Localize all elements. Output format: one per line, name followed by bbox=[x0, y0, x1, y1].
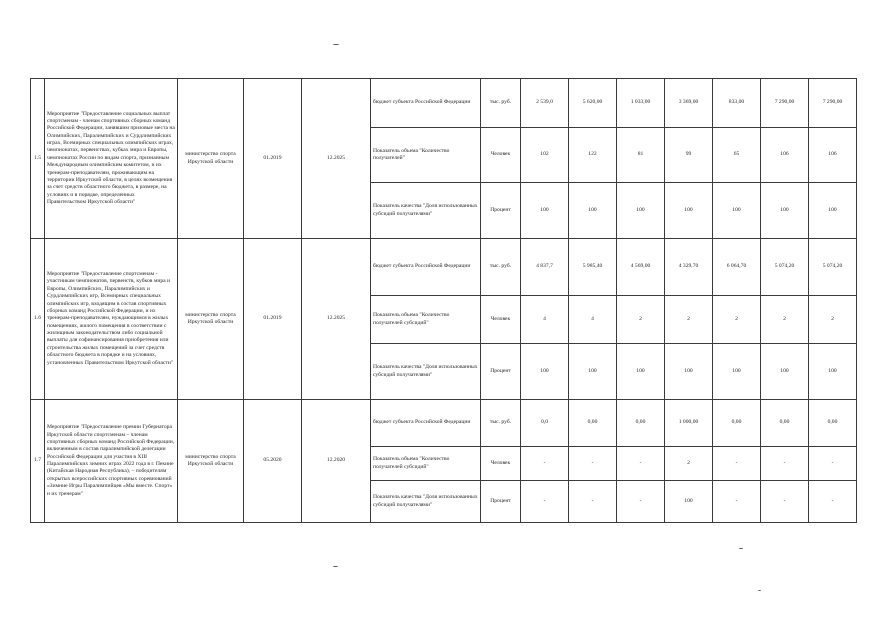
value-cell: 6 064,70 bbox=[713, 239, 761, 296]
scan-mark bbox=[333, 44, 339, 45]
value-cell: - bbox=[569, 481, 617, 523]
unit: тыс. руб. bbox=[481, 239, 521, 296]
unit: тыс. руб. bbox=[481, 400, 521, 447]
value-cell: 100 bbox=[713, 183, 761, 239]
value-cell: 100 bbox=[521, 344, 569, 400]
scan-mark bbox=[739, 548, 743, 549]
value-cell: - bbox=[521, 481, 569, 523]
value-cell: 7 290,00 bbox=[761, 79, 809, 128]
value-cell: 100 bbox=[761, 344, 809, 400]
value-cell: - bbox=[569, 447, 617, 481]
start-date: 01.2019 bbox=[244, 239, 302, 400]
program-table bbox=[30, 78, 857, 523]
value-cell: - bbox=[761, 447, 809, 481]
value-cell: 4 569,00 bbox=[617, 239, 665, 296]
value-cell: 100 bbox=[665, 344, 713, 400]
indicator: Показатель объема "Количество получателей субсидий" bbox=[371, 296, 481, 344]
executor: министерство спорта Иркутской области bbox=[178, 239, 244, 400]
value-cell: - bbox=[713, 447, 761, 481]
end-date: 12.2025 bbox=[302, 239, 371, 400]
value-cell: 0,00 bbox=[809, 400, 857, 447]
indicator: Показатель качества "Доля использованных субсидий получателями" bbox=[371, 481, 481, 523]
indicator: бюджет субъекта Российской Федерации bbox=[371, 400, 481, 447]
activity-description: Мероприятие "Предоставление спортсменам - участникам чемпионатов, первенств, кубков мира и Европы, Олимпийских, Паралимпийских и Сурдлимпийских игр, Всемирных специальных олимпийских игр, входящим в состав спортивных сборных команд Российской Федерации, и их тренерам-преподавателям, нуждающимся в жилых помещениях, жилого помещения в соответствии с жилищным законодательством либо социальной выплаты для софинансирования приобретения или строительства жилых помещений за счет средств областного бюджета в порядке и на условиях, установленных Правительством Иркутской области" bbox=[45, 239, 178, 400]
value-cell: 0,00 bbox=[761, 400, 809, 447]
value-cell: 100 bbox=[665, 183, 713, 239]
indicator: бюджет субъекта Российской Федерации bbox=[371, 79, 481, 128]
value-cell: 2 bbox=[761, 296, 809, 344]
end-date: 12.2025 bbox=[302, 79, 371, 239]
unit: Человек bbox=[481, 128, 521, 183]
value-cell: 81 bbox=[617, 128, 665, 183]
value-cell: 0,00 bbox=[569, 400, 617, 447]
value-cell: 100 bbox=[761, 183, 809, 239]
value-cell: 1 033,00 bbox=[617, 79, 665, 128]
unit: Человек bbox=[481, 296, 521, 344]
value-cell: - bbox=[809, 447, 857, 481]
value-cell: - bbox=[713, 481, 761, 523]
value-cell: 2 539,0 bbox=[521, 79, 569, 128]
value-cell: - bbox=[809, 481, 857, 523]
value-cell: - bbox=[521, 447, 569, 481]
activity-description: Мероприятие "Предоставление премии Губернатора Иркутской области спортсменам – членам спортивных сборных команд Российской Федерации, включенным в состав паралимпийской делегации Российской Федерации для участия в XIII Паралимпийских зимних играх 2022 года в г. Пекине (Китайская Народная Республика), – победителям открытых всероссийских спортивных соревнований «Зимние Игры Паралимпийцев «Мы вместе. Спорт» и их тренерам" bbox=[45, 400, 178, 523]
row-number: 1.6 bbox=[31, 239, 45, 400]
value-cell: 7 290,00 bbox=[809, 79, 857, 128]
value-cell: 99 bbox=[665, 128, 713, 183]
value-cell: 100 bbox=[665, 481, 713, 523]
unit: Процент bbox=[481, 481, 521, 523]
value-cell: 2 bbox=[665, 447, 713, 481]
value-cell: 5 074,20 bbox=[761, 239, 809, 296]
scan-mark bbox=[333, 566, 338, 567]
value-cell: - bbox=[617, 481, 665, 523]
table-row bbox=[31, 239, 857, 296]
value-cell: 102 bbox=[521, 128, 569, 183]
value-cell: 100 bbox=[521, 183, 569, 239]
value-cell: 0,00 bbox=[617, 400, 665, 447]
end-date: 12.2020 bbox=[302, 400, 371, 523]
value-cell: 0,00 bbox=[713, 400, 761, 447]
indicator: Показатель объема "Количество получателей субсидий" bbox=[371, 447, 481, 481]
value-cell: 3 369,00 bbox=[665, 79, 713, 128]
value-cell: 122 bbox=[569, 128, 617, 183]
value-cell: 100 bbox=[617, 183, 665, 239]
table-row bbox=[31, 400, 857, 447]
unit: Процент bbox=[481, 183, 521, 239]
unit: Процент bbox=[481, 344, 521, 400]
executor: министерство спорта Иркутской области bbox=[178, 400, 244, 523]
value-cell: 2 bbox=[665, 296, 713, 344]
activity-description: Мероприятие "Предоставление социальных выплат спортсменам - членам спортивных сборных команд Российской Федерации, занявшим призовые места на Олимпийских, Паралимпийских и Сурдлимпийских играх, Всемирных специальных олимпийских играх, чемпионатах, первенствах, кубках мира и Европы, чемпионатах России по видам спорта, признанным Международным олимпийским комитетом, и их тренерам-преподавателям, проживающим на территории Иркутской области, в целях возмещения за счет средств областного бюджета, в размере, на условиях и в порядке, определенных Правительством Иркутской области" bbox=[45, 79, 178, 239]
value-cell: 2 bbox=[713, 296, 761, 344]
value-cell: 833,00 bbox=[713, 79, 761, 128]
value-cell: 106 bbox=[761, 128, 809, 183]
value-cell: - bbox=[761, 481, 809, 523]
row-number: 1.5 bbox=[31, 79, 45, 239]
value-cell: 5 620,00 bbox=[569, 79, 617, 128]
value-cell: 100 bbox=[713, 344, 761, 400]
value-cell: 5 985,40 bbox=[569, 239, 617, 296]
value-cell: 100 bbox=[569, 183, 617, 239]
table-row bbox=[31, 79, 857, 128]
start-date: 05.2020 bbox=[244, 400, 302, 523]
value-cell: 1 000,00 bbox=[665, 400, 713, 447]
value-cell: 100 bbox=[617, 344, 665, 400]
value-cell: 4 837,7 bbox=[521, 239, 569, 296]
unit: Человек bbox=[481, 447, 521, 481]
value-cell: 106 bbox=[809, 128, 857, 183]
indicator: Показатель объема "Количество получателей" bbox=[371, 128, 481, 183]
row-number: 1.7 bbox=[31, 400, 45, 523]
value-cell: 5 074,20 bbox=[809, 239, 857, 296]
start-date: 01.2019 bbox=[244, 79, 302, 239]
indicator: Показатель качества "Доля использованных субсидий получателями" bbox=[371, 183, 481, 239]
unit: тыс. руб. bbox=[481, 79, 521, 128]
value-cell: 100 bbox=[809, 183, 857, 239]
value-cell: 2 bbox=[809, 296, 857, 344]
scan-mark bbox=[758, 590, 761, 591]
value-cell: 4 bbox=[521, 296, 569, 344]
executor: министерство спорта Иркутской области bbox=[178, 79, 244, 239]
indicator: Показатель качества "Доля использованных субсидий получателями" bbox=[371, 344, 481, 400]
value-cell: 100 bbox=[809, 344, 857, 400]
indicator: бюджет субъекта Российской Федерации bbox=[371, 239, 481, 296]
value-cell: 0,0 bbox=[521, 400, 569, 447]
value-cell: 100 bbox=[569, 344, 617, 400]
value-cell: 4 329,70 bbox=[665, 239, 713, 296]
value-cell: 65 bbox=[713, 128, 761, 183]
value-cell: - bbox=[617, 447, 665, 481]
value-cell: 4 bbox=[569, 296, 617, 344]
value-cell: 2 bbox=[617, 296, 665, 344]
